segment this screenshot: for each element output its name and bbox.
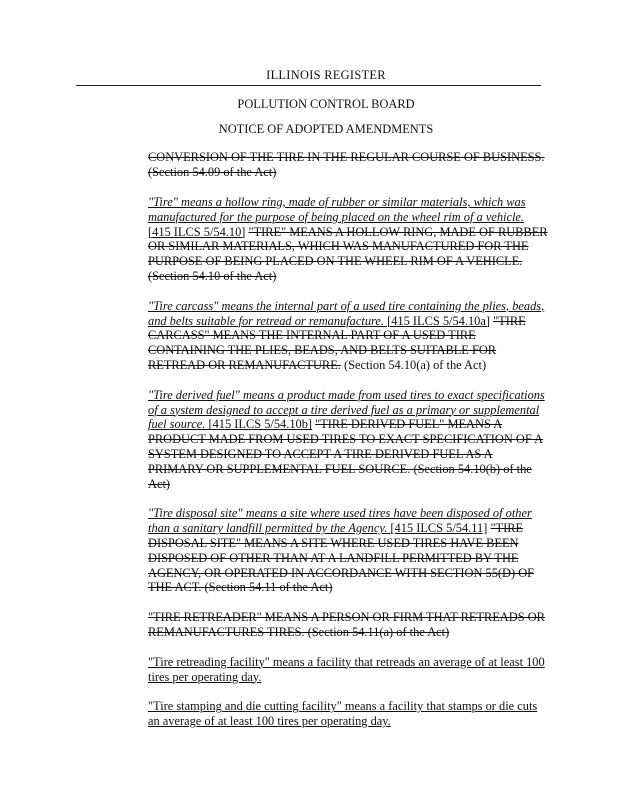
plain-text: (Section 54.10(a) of the Act) xyxy=(340,357,487,372)
deleted-text: "TIRE DISPOSAL SITE" MEANS A SITE WHERE USED TIRES HAVE BEEN DISPOSED OF OTHER THAN AT A LANDFILL PERMITTED BY THE AGENCY, OR OPERATED IN ACCORDANCE WITH SECTION 55(D) OF THE ACT. (Section 54.11 of the Act) xyxy=(148,521,535,595)
inserted-text: [415 ILCS 5/54.10] xyxy=(148,224,246,239)
inserted-text: "Tire stamping and die cutting facility" means a facility that stamps or die cuts an average of at least 100 tires per operating day. xyxy=(148,699,538,729)
definition-paragraph xyxy=(148,388,549,492)
definition-paragraph xyxy=(148,150,549,180)
header-rule xyxy=(76,85,541,86)
definition-paragraph xyxy=(148,655,549,685)
deleted-text: "TIRE CARCASS" MEANS THE INTERNAL PART OF A USED TIRE CONTAINING THE PLIES, BEADS, AND BELTS SUITABLE FOR RETREAD OR REMANUFACTURE. xyxy=(148,313,526,372)
inserted-text: [415 ILCS 5/54.10a] xyxy=(383,313,490,328)
inserted-text: "Tire retreading facility" means a facility that retreads an average of at least 100 tires per operating day. xyxy=(148,654,545,684)
definition-paragraph xyxy=(148,195,549,284)
definition-paragraph xyxy=(148,506,549,595)
inserted-text: "Tire carcass" means the internal part of a used tire containing the plies, beads, and belts suitable for retread or remanufacture. xyxy=(148,298,545,328)
notice-title: NOTICE OF ADOPTED AMENDMENTS xyxy=(218,121,434,136)
register-title: ILLINOIS REGISTER xyxy=(266,68,386,82)
inserted-text: [415 ILCS 5/54.11] xyxy=(387,521,488,536)
definition-paragraph xyxy=(148,699,549,729)
board-name: POLLUTION CONTROL BOARD xyxy=(237,96,415,111)
definition-paragraph xyxy=(148,610,549,640)
definition-paragraph xyxy=(148,299,549,373)
amendment-text xyxy=(148,150,549,729)
deleted-text: CONVERSION OF THE TIRE IN THE REGULAR COURSE OF BUSINESS. (Section 54.09 of the Act) xyxy=(148,150,545,180)
deleted-text: "TIRE RETREADER" MEANS A PERSON OR FIRM THAT RETREADS OR REMANUFACTURES TIRES. (Section 54.11(a) of the Act) xyxy=(148,610,545,639)
inserted-text: "Tire disposal site" means a site where used tires have been disposed of other than a sanitary landfill permitted by the Agency. xyxy=(148,506,532,536)
inserted-text: "Tire" means a hollow ring, made of rubber or similar materials, which was manufactured for the purpose of being placed on the wheel rim of a vehicle. xyxy=(148,194,526,224)
inserted-text: [415 ILCS 5/54.10b] xyxy=(205,417,313,432)
inserted-text: "Tire derived fuel" means a product made from used tires to exact specifications of a system designed to accept a tire derived fuel as a primary or supplemental fuel source. xyxy=(148,387,545,432)
deleted-text: "TIRE" MEANS A HOLLOW RING, MADE OF RUBBER OR SIMILAR MATERIALS, WHICH WAS MANUFACTURED FOR THE PURPOSE OF BEING PLACED ON THE WHEEL RIM OF A VEHICLE. (Section 54.10 of the Act) xyxy=(148,224,548,283)
deleted-text: "TIRE DERIVED FUEL" MEANS A PRODUCT MADE FROM USED TIRES TO EXACT SPECIFICATION OF A SYSTEM DESIGNED TO ACCEPT A TIRE DERIVED FUEL AS A PRIMARY OR SUPPLEMENTAL FUEL SOURCE. (Section 54.10(b) of the Act) xyxy=(148,417,544,491)
